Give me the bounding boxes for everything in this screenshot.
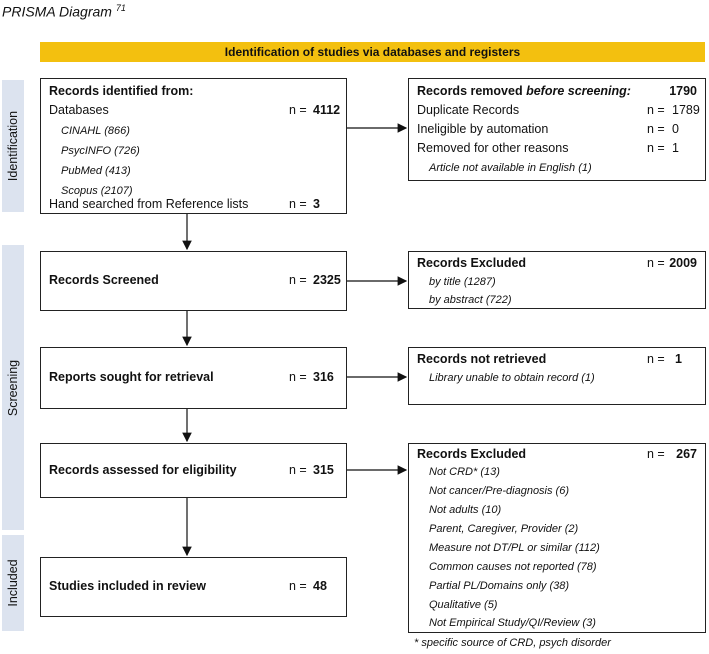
exclusion-reason: Qualitative (5) — [429, 599, 498, 611]
records-excluded-header-2: Records Excluded n = 267 — [417, 447, 697, 461]
reports-sought-row: Reports sought for retrieval n = 316 — [49, 370, 334, 384]
other-reasons-row: Removed for other reasons n = 1 — [417, 141, 679, 155]
ineligible-automation-row: Ineligible by automation n = 0 — [417, 122, 679, 136]
records-removed-header: Records removed before screening: 1790 — [417, 84, 697, 98]
not-english-note: Article not available in English (1) — [429, 162, 592, 174]
source-scopus: Scopus (2107) — [61, 185, 133, 197]
exclusion-reason: Not Empirical Study/QI/Review (3) — [429, 617, 596, 629]
included-count: 48 — [313, 579, 327, 593]
exclusion-reason: Not cancer/Pre-diagnosis (6) — [429, 485, 570, 497]
identification-banner: Identification of studies via databases and registers — [40, 42, 705, 62]
source-pubmed: PubMed (413) — [61, 165, 131, 177]
databases-count: 4112 — [313, 103, 341, 117]
hand-searched-row: Hand searched from Reference lists n = 3 — [49, 197, 320, 211]
exclusion-reason: Common causes not reported (78) — [429, 561, 597, 573]
excluded-by-abstract: by abstract (722) — [429, 294, 512, 306]
records-assessed-row: Records assessed for eligibility n = 315 — [49, 463, 334, 477]
duplicate-records-row: Duplicate Records n = 1789 — [417, 103, 700, 117]
exclusion-reason: Partial PL/Domains only (38) — [429, 580, 570, 592]
records-screened-row: Records Screened n = 2325 — [49, 273, 341, 287]
exclusion-reason: Measure not DT/PL or similar (112) — [429, 542, 600, 554]
records-identified-header: Records identified from: — [49, 84, 194, 98]
exclusion-reason: Not adults (10) — [429, 504, 502, 516]
assessed-count: 315 — [313, 463, 334, 477]
studies-included-row: Studies included in review n = 48 — [49, 579, 327, 593]
excluded-by-title: by title (1287) — [429, 276, 496, 288]
source-cinahl: CINAHL (866) — [61, 125, 130, 137]
title-reference: 71 — [115, 3, 126, 13]
screened-count: 2325 — [313, 273, 341, 287]
not-retrieved-header: Records not retrieved n = 1 — [417, 352, 682, 366]
sidebar-screening: Screening — [2, 245, 24, 530]
exclusion-reason: Parent, Caregiver, Provider (2) — [429, 523, 579, 535]
library-unable-note: Library unable to obtain record (1) — [429, 372, 595, 384]
footnote: * specific source of CRD, psych disorder — [414, 637, 611, 649]
hand-searched-count: 3 — [313, 197, 320, 211]
sidebar-identification: Identification — [2, 80, 24, 212]
removed-total: 1790 — [669, 84, 697, 98]
records-excluded-header-1: Records Excluded n = 2009 — [417, 256, 697, 270]
source-psycinfo: PsycINFO (726) — [61, 145, 140, 157]
sidebar-included: Included — [2, 535, 24, 631]
databases-row: Databases n = 4112 — [49, 103, 341, 117]
exclusion-reason: Not CRD* (13) — [429, 466, 500, 478]
diagram-title: PRISMA Diagram $^{71}$ — [2, 3, 126, 20]
sought-count: 316 — [313, 370, 334, 384]
